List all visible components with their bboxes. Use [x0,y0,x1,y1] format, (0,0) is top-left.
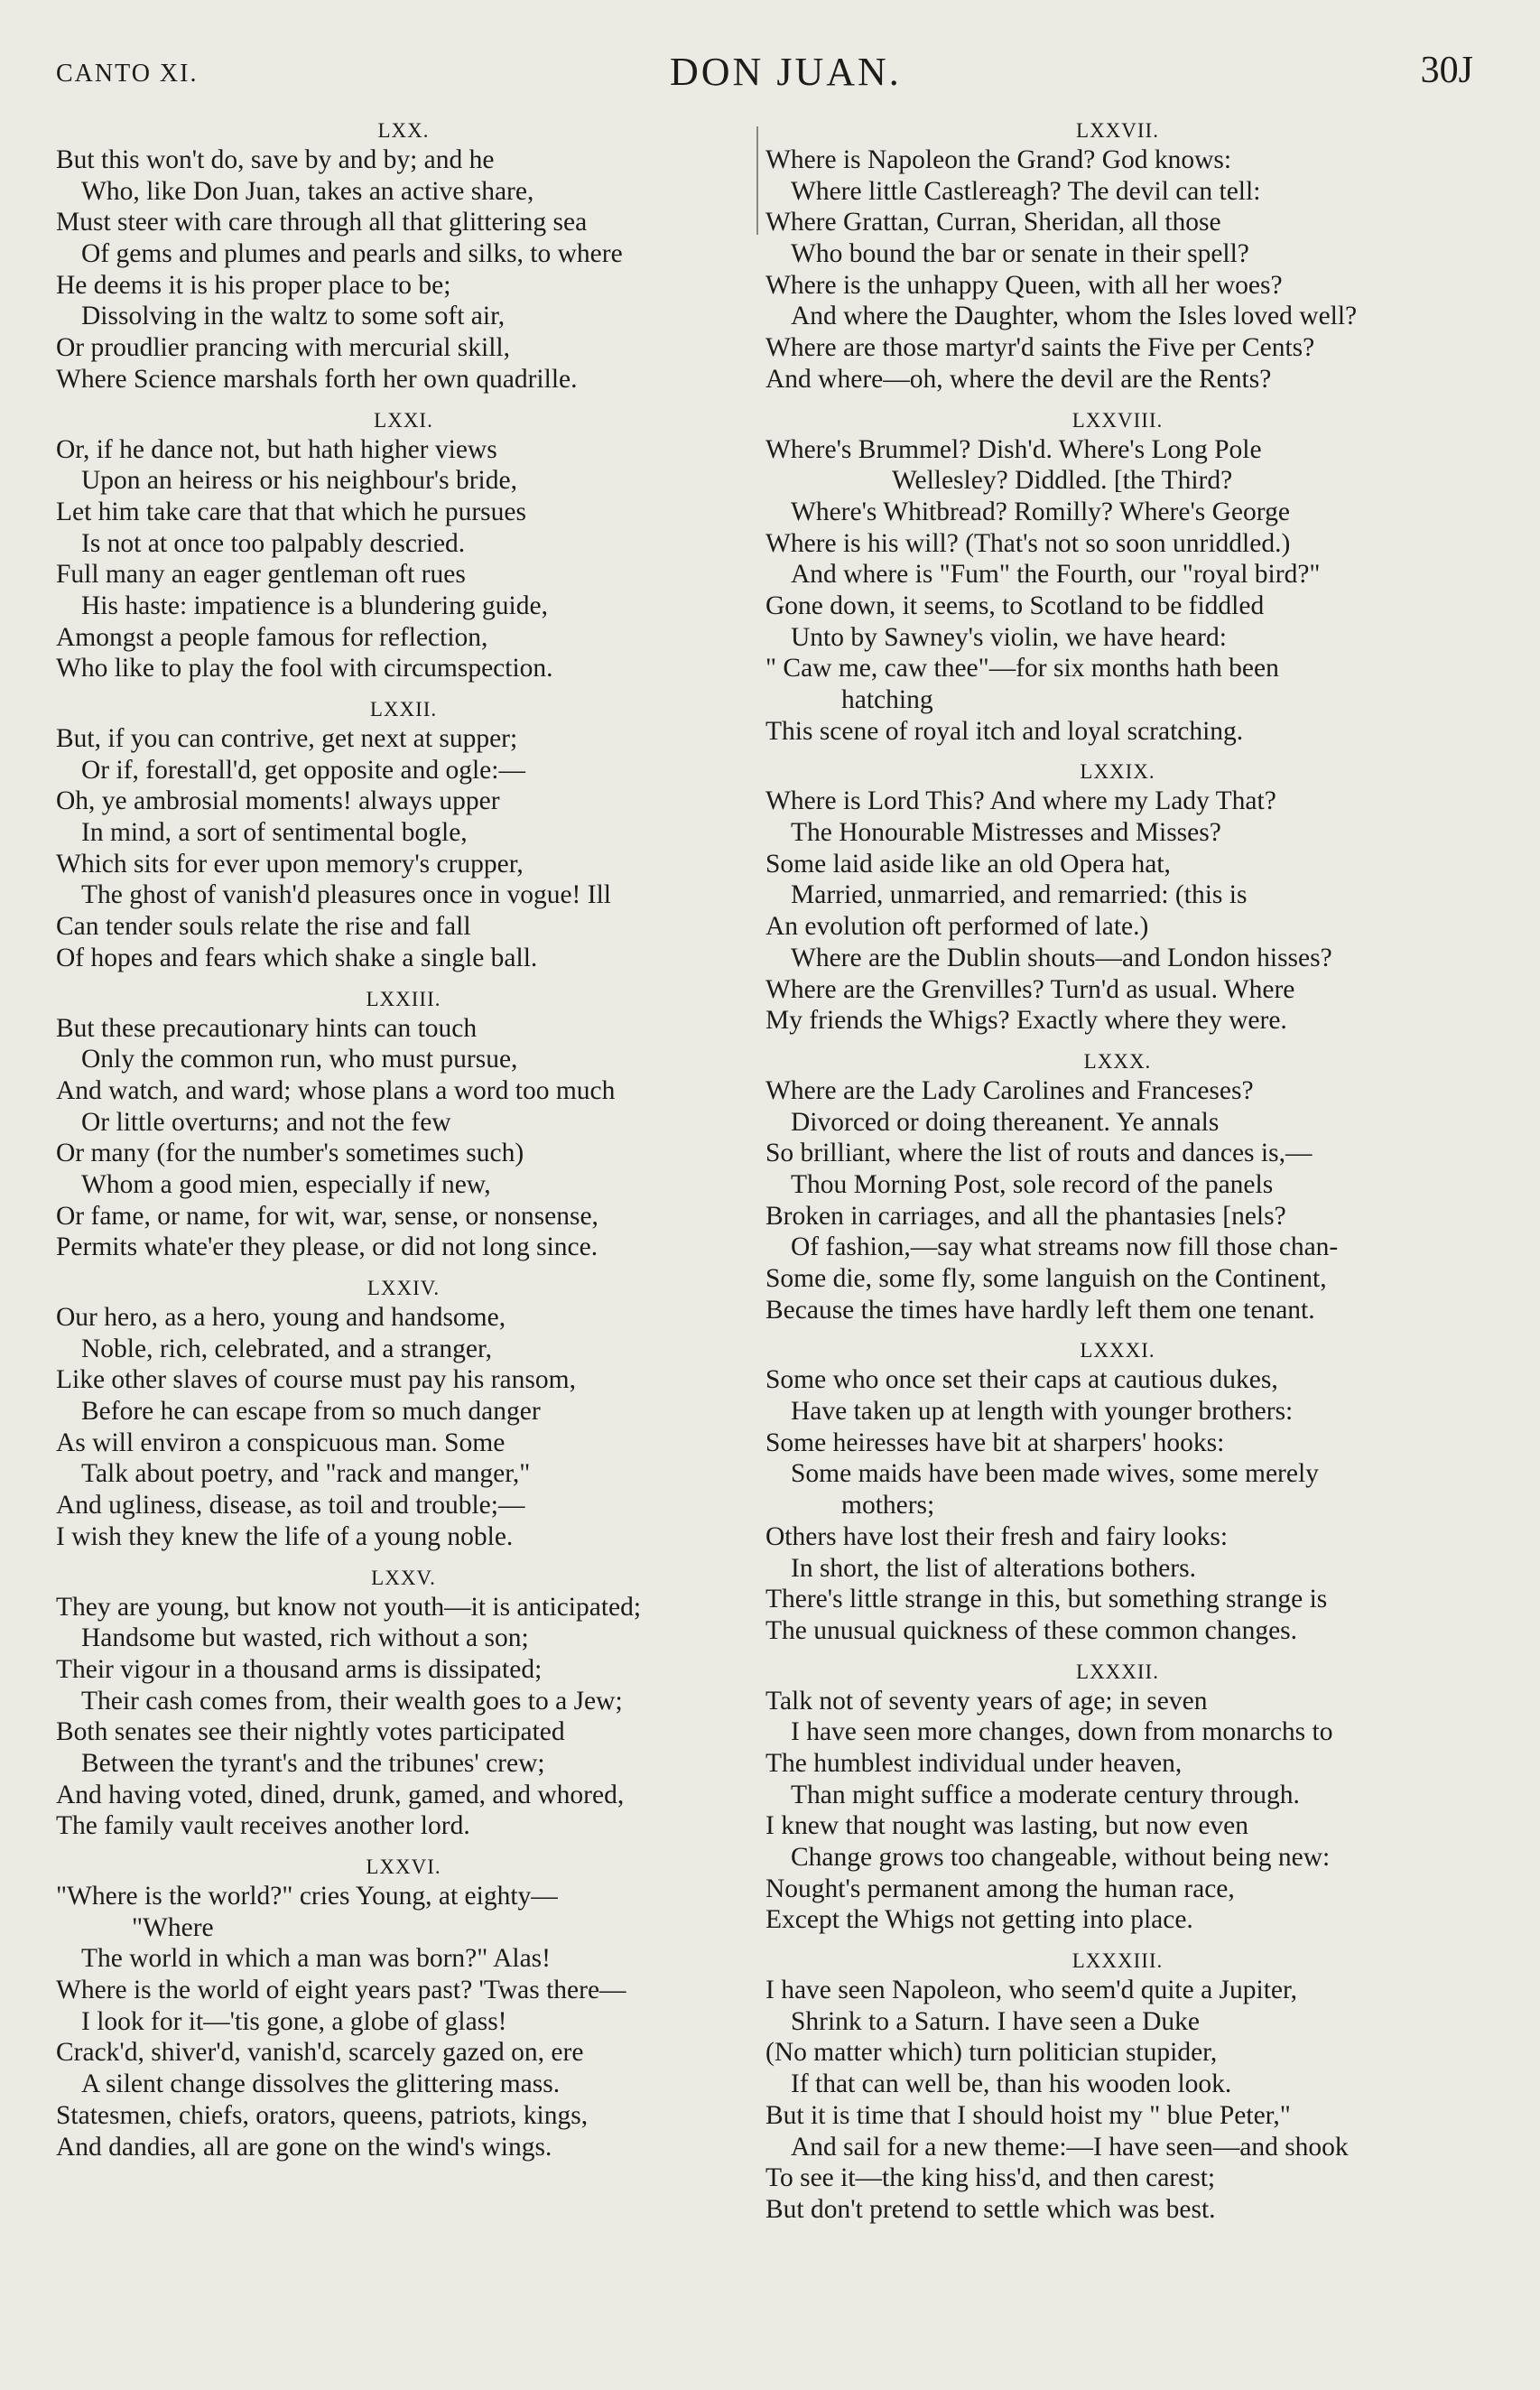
verse-line: Where is the unhappy Queen, with all her woes? [765,270,1283,300]
verse-line: So brilliant, where the list of routs and dances is,— [765,1139,1313,1168]
verse-line: Gone down, it seems, to Scotland to be fiddled [765,591,1265,620]
verse-line: I wish they knew the life of a young noble. [56,1521,514,1551]
verse-line: As will environ a conspicuous man. Some [56,1427,506,1457]
verse-line: Let him take care that that which he pursues [56,497,526,526]
canto-label: CANTO XI. [56,60,199,88]
stanza-number: LXXXII. [1076,1660,1159,1683]
verse-line: Where is Lord This? And where my Lady That? [765,786,1276,816]
verse-line: They are young, but know not youth—it is anticipated; [56,1592,642,1622]
verse-line: And sail for a new theme:—I have seen—and shook [791,2132,1349,2162]
verse-line: Permits whate'er they please, or did not long since. [56,1232,598,1262]
verse-line: Talk not of seventy years of age; in seven [765,1686,1208,1716]
verse-line: Others have lost their fresh and fairy looks: [765,1521,1229,1551]
verse-line: Where are the Dublin shouts—and London hisses? [791,943,1332,972]
verse-line: Where is Napoleon the Grand? God knows: [765,145,1232,174]
verse-line: He deems it is his proper place to be; [56,270,451,300]
verse-line: " Caw me, caw thee"—for six months hath been [765,654,1279,684]
stanza [56,696,751,974]
verse-line: Crack'd, shiver'd, vanish'd, scarcely gazed on, ere [56,2038,584,2068]
verse-line: Both senates see their nightly votes participated [56,1717,565,1747]
verse-line: Noble, rich, celebrated, and a stranger, [81,1334,493,1363]
verse-line: Of hopes and fears which shake a single ball. [56,943,538,972]
verse-line: (No matter which) turn politician stupider, [765,2038,1218,2068]
verse-line: Shrink to a Saturn. I have seen a Duke [791,2006,1201,2036]
verse-line: Nought's permanent among the human race, [765,1874,1235,1903]
verse-line: I knew that nought was lasting, but now even [765,1811,1249,1841]
stanza-number: LXXIII. [366,987,441,1010]
verse-line: Change grows too changeable, without being new: [791,1843,1331,1872]
verse-line: Where is his will? (That's not so soon unriddled.) [765,528,1291,558]
verse-line: Thou Morning Post, sole record of the panels [791,1169,1274,1199]
verse-line: Some who once set their caps at cautious dukes, [765,1365,1278,1395]
verse-line: To see it—the king hiss'd, and then carest; [765,2163,1216,2193]
verse-line: Divorced or doing thereanent. Ye annals [791,1107,1220,1137]
verse-line: The world in which a man was born?" Alas! [81,1944,551,1974]
stanza [56,407,751,685]
verse-line: Some laid aside like an old Opera hat, [765,849,1171,879]
verse-line: Where's Brummel? Dish'd. Where's Long Pole [765,434,1262,464]
verse-line: Can tender souls relate the rise and fall [56,912,471,942]
verse-line: Their cash comes from, their wealth goes to a Jew; [81,1686,623,1716]
left-column [56,117,751,2174]
verse-line: In short, the list of alterations bothers. [791,1553,1196,1583]
verse-line: The unusual quickness of these common changes. [765,1615,1298,1645]
stanza-number: LXXVIII. [1072,408,1164,432]
verse-line: Is not at once too palpably descried. [81,528,466,558]
verse-line: Before he can escape from so much danger [81,1397,541,1427]
stanza-number: LXX. [377,119,430,142]
verse-line: Between the tyrant's and the tribunes' crew; [81,1748,545,1778]
verse-line: And watch, and ward; whose plans a word too much [56,1075,616,1105]
stanza [765,117,1470,395]
verse-line: Broken in carriages, and all the phantasies [nels? [765,1201,1286,1231]
verse-line: Who, like Don Juan, takes an active share, [81,176,534,206]
verse-line: Where Grattan, Curran, Sheridan, all those [765,208,1221,237]
verse-line: But it is time that I should hoist my " blue Peter," [765,2100,1291,2130]
stanza [56,1854,751,2162]
verse-line: Amongst a people famous for reflection, [56,622,488,652]
column-divider [756,126,758,235]
verse-line: Wellesley? Diddled. [the Third? [892,466,1233,496]
verse-line: Or little overturns; and not the few [81,1107,451,1137]
verse-line: Because the times have hardly left them one tenant. [765,1295,1315,1325]
verse-line: A silent change dissolves the glittering mass. [81,2069,561,2099]
verse-line: I have seen Napoleon, who seem'd quite a Jupiter, [765,1976,1298,2005]
stanza [56,1275,751,1553]
verse-line: Except the Whigs not getting into place. [765,1905,1193,1935]
verse-line: But these precautionary hints can touch [56,1013,478,1043]
verse-line: Of fashion,—say what streams now fill those chan- [791,1232,1339,1262]
verse-line: There's little strange in this, but something strange is [765,1585,1328,1614]
verse-line: Statesmen, chiefs, orators, queens, patriots, kings, [56,2100,589,2130]
verse-line: Some heiresses have bit at sharpers' hooks: [765,1427,1225,1457]
stanza-number: LXXII. [369,698,438,721]
stanza [765,758,1470,1037]
stanza-number: LXXVI. [366,1855,441,1878]
verse-line: The humblest individual under heaven, [765,1748,1183,1778]
stanza [765,1659,1470,1937]
verse-line: Who like to play the fool with circumspection. [56,654,553,684]
verse-line: Where are the Grenvilles? Turn'd as usual. Where [765,974,1295,1004]
running-header [56,47,1473,101]
verse-line: Than might suffice a moderate century through. [791,1780,1300,1809]
verse-line: Handsome but wasted, rich without a son; [81,1623,529,1653]
verse-line: Upon an heiress or his neighbour's bride, [81,466,517,496]
verse-line: mothers; [841,1491,935,1520]
verse-line: Only the common run, who must pursue, [81,1045,518,1074]
stanza [765,1048,1470,1326]
verse-line: If that can well be, than his wooden look. [791,2069,1232,2099]
verse-line: The family vault receives another lord. [56,1811,470,1841]
verse-line: Or, if he dance not, but hath higher views [56,434,497,464]
verse-line: Or fame, or name, for wit, war, sense, or nonsense, [56,1201,598,1231]
verse-line: His haste: impatience is a blundering guide, [81,591,548,620]
stanza [765,1948,1470,2226]
book-title: DON JUAN. [670,50,902,94]
verse-line: Our hero, as a hero, young and handsome, [56,1303,506,1332]
verse-line: And where—oh, where the devil are the Rents? [765,364,1272,394]
verse-line: Have taken up at length with younger brothers: [791,1397,1294,1427]
verse-line: Some die, some fly, some languish on the Continent, [765,1264,1327,1293]
stanza [56,117,751,395]
stanza [765,407,1470,748]
verse-line: Where Science marshals forth her own quadrille. [56,364,578,394]
stanza-number: LXXI. [374,408,433,432]
page-number: 30J [1420,50,1473,91]
stanza-number: LXXXI. [1080,1339,1155,1362]
verse-line: "Where is the world?" cries Young, at eighty— [56,1882,558,1911]
verse-line: Talk about poetry, and "rack and manger," [81,1459,531,1489]
stanza [56,986,751,1264]
verse-line: "Where [132,1912,214,1942]
stanza-number: LXXV. [371,1566,436,1589]
verse-line: Oh, ye ambrosial moments! always upper [56,786,500,816]
verse-line: Some maids have been made wives, some merely [791,1459,1319,1489]
verse-line: Married, unmarried, and remarried: (this is [791,880,1248,910]
verse-line: Where are those martyr'd saints the Five per Cents? [765,333,1315,363]
stanza-number: LXXX. [1083,1049,1152,1073]
verse-line: Where is the world of eight years past? 'Twas there— [56,1976,626,2005]
verse-line: Or if, forestall'd, get opposite and ogle:— [81,755,525,785]
verse-line: The Honourable Mistresses and Misses? [791,818,1221,848]
verse-line: And having voted, dined, drunk, gamed, and whored, [56,1780,625,1809]
verse-line: An evolution oft performed of late.) [765,912,1149,942]
right-column [765,117,1470,2237]
verse-line: This scene of royal itch and loyal scratching. [765,716,1244,746]
stanza [56,1565,751,1843]
verse-line: Full many an eager gentleman oft rues [56,560,466,590]
verse-line: Their vigour in a thousand arms is dissipated; [56,1654,543,1684]
verse-line: Dissolving in the waltz to some soft air, [81,302,506,331]
verse-line: Must steer with care through all that glittering sea [56,208,588,237]
verse-line: Or proudlier prancing with mercurial skill, [56,333,510,363]
verse-line: The ghost of vanish'd pleasures once in vogue! Ill [81,880,611,910]
verse-line: Where are the Lady Carolines and Franceses? [765,1075,1254,1105]
verse-line: But, if you can contrive, get next at supper; [56,724,518,753]
verse-line: In mind, a sort of sentimental bogle, [81,818,468,848]
verse-line: hatching [841,685,933,714]
stanza [765,1337,1470,1646]
verse-line: Unto by Sawney's violin, we have heard: [791,622,1227,652]
stanza-number: LXXIV. [366,1277,441,1299]
verse-line: Of gems and plumes and pearls and silks, to where [81,239,623,269]
verse-line: But this won't do, save by and by; and he [56,145,495,174]
verse-line: Who bound the bar or senate in their spell? [791,239,1249,269]
verse-line: And dandies, all are gone on the wind's wings. [56,2132,552,2162]
verse-line: Like other slaves of course must pay his ransom, [56,1365,576,1395]
verse-line: Where's Whitbread? Romilly? Where's George [791,497,1290,526]
verse-line: My friends the Whigs? Exactly where they were. [765,1006,1287,1036]
stanza-number: LXXXIII. [1072,1949,1164,1973]
verse-line: I have seen more changes, down from monarchs to [791,1717,1333,1747]
verse-line: Whom a good mien, especially if new, [81,1169,491,1199]
verse-line: And where is "Fum" the Fourth, our "royal bird?" [791,560,1321,590]
verse-line: Which sits for ever upon memory's crupper, [56,849,524,879]
verse-line: Or many (for the number's sometimes such) [56,1139,524,1168]
verse-line: And ugliness, disease, as toil and trouble;— [56,1491,525,1520]
verse-line: I look for it—'tis gone, a globe of glass! [81,2006,507,2036]
verse-line: And where the Daughter, whom the Isles loved well? [791,302,1358,331]
verse-line: Where little Castlereagh? The devil can tell: [791,176,1261,206]
stanza-number: LXXIX. [1080,760,1155,784]
verse-line: But don't pretend to settle which was best. [765,2194,1216,2224]
stanza-number: LXXVII. [1076,119,1159,142]
